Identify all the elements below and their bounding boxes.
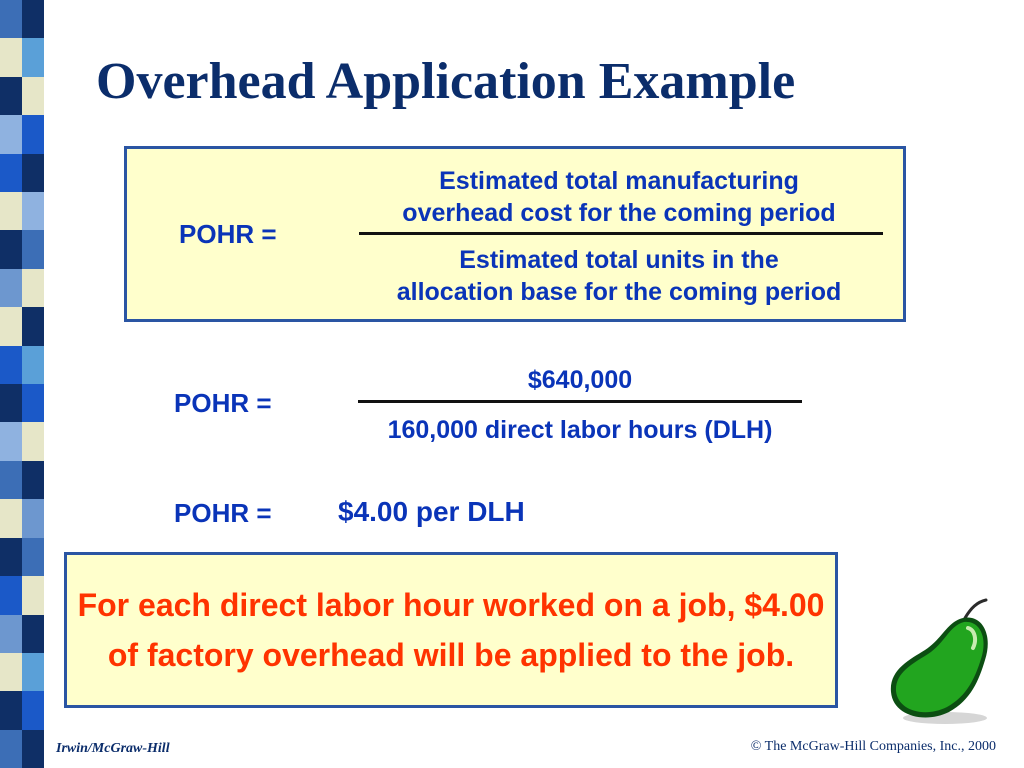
formula-denominator-line2: allocation base for the coming period — [396, 278, 842, 306]
footer-publisher: Irwin/McGraw-Hill — [56, 741, 170, 756]
pear-icon — [885, 596, 1000, 726]
formula-fraction-bar — [359, 232, 883, 235]
strip-column-left — [0, 0, 22, 768]
note-text: For each direct labor hour worked on a job, $4.00 of factory overhead will be applied to the job. — [77, 587, 825, 673]
formula-denominator-line1: Estimated total units in the — [459, 246, 779, 274]
formula-denominator — [349, 244, 889, 308]
footer-copyright: © The McGraw-Hill Companies, Inc., 2000 — [750, 739, 996, 754]
result-value: $4.00 per DLH — [338, 496, 525, 527]
strip-column-right — [22, 0, 44, 768]
formula-numerator-line2: overhead cost for the coming period — [402, 199, 836, 227]
formula-numerator-line1: Estimated total manufacturing — [439, 167, 799, 195]
decorative-left-strip — [0, 0, 48, 768]
calculation-numerator: $640,000 — [527, 366, 633, 394]
formula-definition-label: POHR = — [179, 219, 277, 249]
pear-body — [896, 622, 984, 712]
calculation-denominator: 160,000 direct labor hours (DLH) — [387, 416, 773, 444]
calculation-label: POHR = — [174, 388, 272, 418]
formula-numerator — [349, 165, 889, 229]
pear-stem — [965, 600, 986, 618]
result-label: POHR = — [174, 498, 272, 528]
slide-title: Overhead Application Example — [96, 53, 796, 110]
formula-definition-box — [124, 146, 906, 322]
note-box — [64, 552, 838, 708]
calculation-fraction-bar — [358, 400, 802, 403]
